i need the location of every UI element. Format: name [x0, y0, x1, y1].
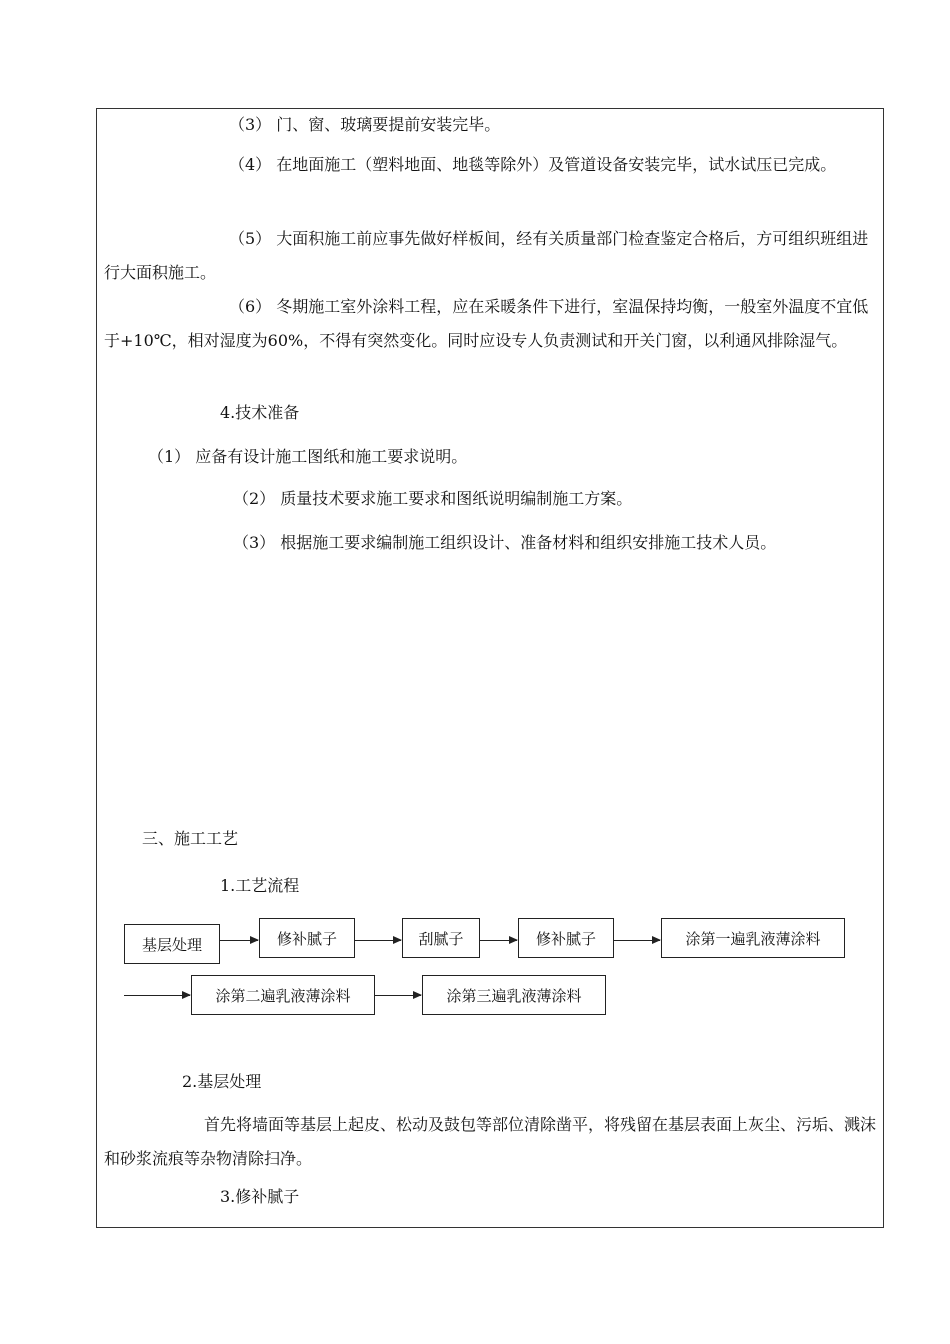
base-text: 首先将墙面等基层上起皮、松动及鼓包等部位清除凿平，将残留在基层表面上灰尘、污垢、溅沫和砂浆流痕等杂物清除扫净。	[104, 1115, 877, 1168]
flow-arrow	[375, 995, 421, 996]
item-5: （5） 大面积施工前应事先做好样板间，经有关质量部门检查鉴定合格后，方可组织班组进行大面积施工。	[104, 229, 869, 282]
flow-arrow	[614, 940, 660, 941]
item-4: （4） 在地面施工（塑料地面、地毯等除外）及管道设备安装完毕，试水试压已完成。	[229, 155, 837, 174]
flow-step-7: 涂第三遍乳液薄涂料	[422, 975, 606, 1015]
putty-heading: 3.修补腻子	[220, 1187, 300, 1206]
section-3-heading: 三、施工工艺	[142, 829, 239, 848]
item-6: （6） 冬期施工室外涂料工程，应在采暖条件下进行，室温保持均衡，一般室外温度不宜低于+10℃，相对湿度为60%，不得有突然变化。同时应设专人负责测试和开关门窗，以利通风排除湿气。	[104, 297, 869, 350]
flow-arrow	[220, 940, 258, 941]
flow-step-1: 基层处理	[124, 924, 220, 964]
flow-step-5: 涂第一遍乳液薄涂料	[661, 918, 845, 958]
flow-step-3: 刮腻子	[402, 918, 480, 958]
flow-step-4: 修补腻子	[518, 918, 614, 958]
tech-item-3: （3） 根据施工要求编制施工组织设计、准备材料和组织安排施工技术人员。	[233, 533, 777, 552]
flow-step-2: 修补腻子	[259, 918, 355, 958]
base-heading: 2.基层处理	[182, 1072, 262, 1091]
flow-arrow	[124, 995, 190, 996]
tech-heading: 4.技术准备	[220, 403, 300, 422]
flow-arrow	[355, 940, 401, 941]
flow-arrow	[480, 940, 517, 941]
tech-item-1: （1） 应备有设计施工图纸和施工要求说明。	[148, 447, 468, 466]
flow-step-6: 涂第二遍乳液薄涂料	[191, 975, 375, 1015]
flow-heading: 1.工艺流程	[220, 876, 300, 895]
item-3: （3） 门、窗、玻璃要提前安装完毕。	[229, 115, 501, 134]
tech-item-2: （2） 质量技术要求施工要求和图纸说明编制施工方案。	[233, 489, 633, 508]
